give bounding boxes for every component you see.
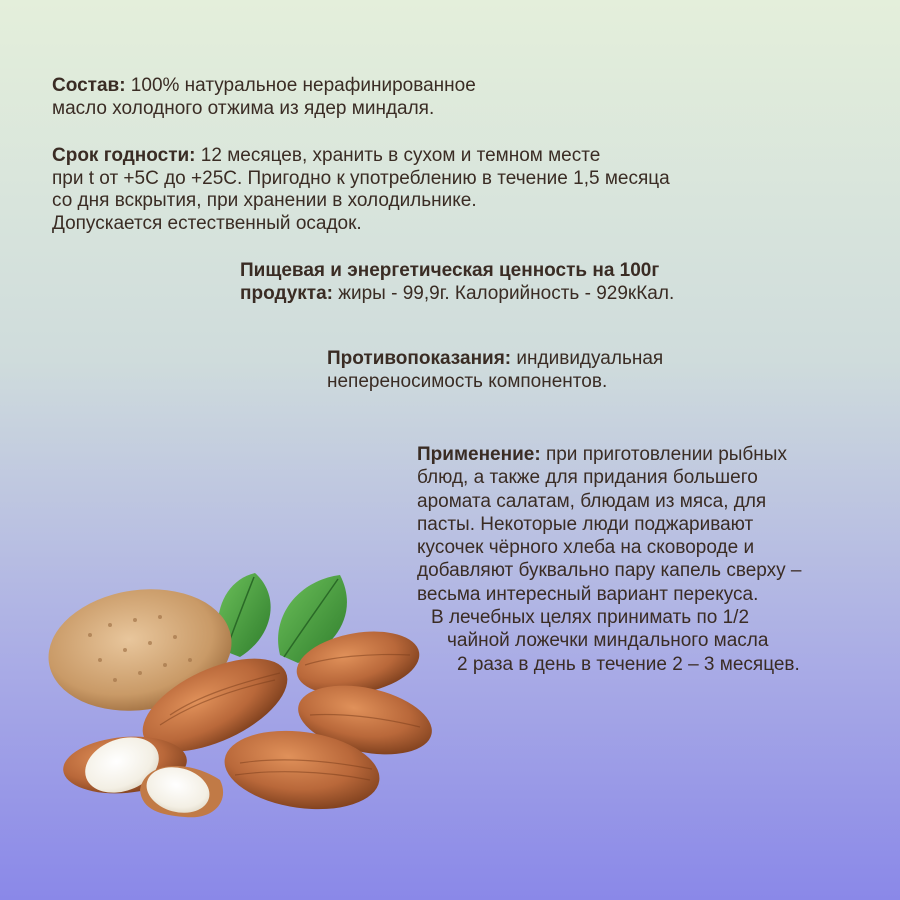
- contraindications-text-1: индивидуальная: [511, 348, 664, 369]
- shelf-life-label: Срок годности:: [52, 145, 196, 166]
- usage-text-9: чайной ложечки миндального масла: [447, 630, 769, 652]
- nutrition-label-1: Пищевая и энергетическая ценность на 100г: [240, 260, 660, 281]
- composition-text-1: 100% натуральное нерафинированное: [125, 75, 476, 96]
- usage-text-8: В лечебных целях принимать по 1/2: [431, 607, 750, 629]
- contraindications-section: [327, 348, 663, 393]
- usage-text-5: кусочек чёрного хлеба на сковороде и: [417, 537, 755, 559]
- shelf-life-text-3: со дня вскрытия, при хранении в холодильнике.: [52, 190, 477, 211]
- composition-label: Состав:: [52, 75, 126, 96]
- usage-text-1: при приготовлении рыбных: [540, 444, 787, 465]
- composition-section: [52, 75, 476, 120]
- nutrition-value: жиры - 99,9г. Калорийность - 929кКал.: [333, 282, 675, 304]
- usage-section: [417, 443, 801, 676]
- shelf-life-text-4: Допускается естественный осадок.: [52, 212, 362, 234]
- contraindications-text-2: непереносимость компонентов.: [327, 370, 608, 392]
- nutrition-section: [240, 260, 674, 305]
- almonds-illustration: [40, 565, 440, 830]
- usage-text-6: добавляют буквально пару капель сверху –: [417, 560, 802, 582]
- contraindications-label: Противопоказания:: [327, 348, 512, 369]
- composition-text-2: масло холодного отжима из ядер миндаля.: [52, 97, 435, 119]
- usage-text-3: аромата салатам, блюдам из мяса, для: [417, 490, 767, 512]
- usage-label: Применение:: [417, 444, 541, 465]
- shelf-life-text-1: 12 месяцев, хранить в сухом и темном месте: [195, 145, 601, 166]
- usage-text-4: пасты. Некоторые люди поджаривают: [417, 513, 754, 535]
- usage-text-2: блюд, а также для придания большего: [417, 467, 758, 489]
- usage-text-7: весьма интересный вариант перекуса.: [417, 583, 759, 605]
- nutrition-label-2: продукта:: [240, 282, 334, 304]
- usage-text-10: 2 раза в день в течение 2 – 3 месяцев.: [457, 653, 800, 675]
- shelf-life-text-2: при t от +5С до +25С. Пригодно к употреблению в течение 1,5 месяца: [52, 167, 670, 189]
- shelf-life-section: [52, 145, 670, 235]
